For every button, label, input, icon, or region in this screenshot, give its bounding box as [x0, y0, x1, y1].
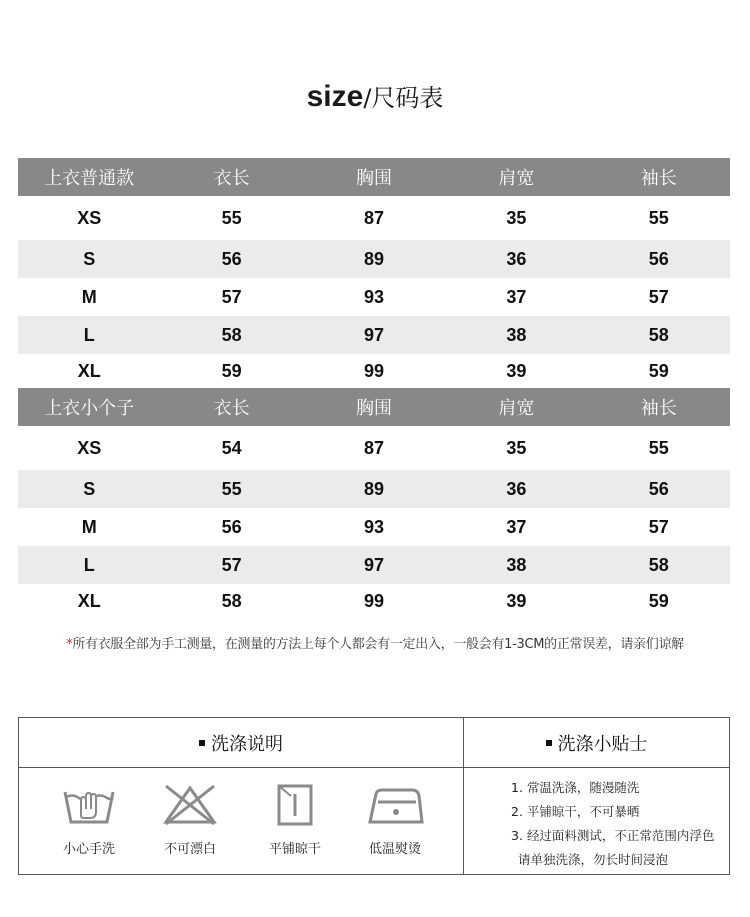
- care-divider-horizontal: [19, 767, 729, 768]
- table-cell: 99: [363, 590, 384, 611]
- care-item-hand-wash: [39, 782, 139, 857]
- table-row: [18, 546, 730, 584]
- table-cell: 36: [506, 248, 527, 269]
- care-left-title: 洗涤说明: [211, 733, 283, 755]
- care-label: 不可漂白: [163, 842, 216, 857]
- table-cell: 93: [363, 286, 384, 307]
- tip-item: 请单独洗涤，勿长时间浸泡: [518, 852, 669, 867]
- tip-item: 1. 常温洗涤，随漫随洗: [511, 780, 640, 795]
- table-cell: S: [83, 478, 96, 499]
- table-cell: 93: [363, 516, 384, 537]
- care-item-dry-flat: [245, 782, 345, 857]
- care-right-title: 洗涤小贴士: [557, 733, 648, 755]
- table-cell: M: [81, 516, 97, 537]
- table-cell: XL: [77, 590, 101, 611]
- table-cell: 59: [648, 360, 669, 381]
- hand-wash-icon: [61, 782, 117, 828]
- title-en: size: [306, 80, 364, 113]
- table-cell: XL: [77, 360, 101, 381]
- table-row: [18, 508, 730, 546]
- title-cn: /尺码表: [363, 84, 444, 112]
- table-cell: 87: [363, 207, 384, 228]
- table-cell: 56: [648, 478, 669, 499]
- table-cell: 57: [221, 286, 242, 307]
- table-cell: 58: [648, 324, 669, 345]
- table-cell: 55: [221, 207, 242, 228]
- table-cell: 87: [363, 437, 384, 458]
- table-header: [18, 158, 730, 196]
- table-cell: L: [83, 554, 95, 575]
- table-cell: 56: [221, 516, 242, 537]
- table-cell: 59: [221, 360, 242, 381]
- header-cell: 胸围: [355, 168, 392, 189]
- header-cell: 上衣小个子: [44, 398, 135, 419]
- table-cell: 97: [363, 554, 384, 575]
- size-table-regular: [18, 158, 730, 388]
- table-cell: 57: [648, 286, 669, 307]
- table-cell: 56: [221, 248, 242, 269]
- table-row: [18, 354, 730, 388]
- table-cell: XS: [77, 207, 102, 228]
- table-cell: 54: [221, 437, 242, 458]
- table-cell: 38: [506, 324, 527, 345]
- header-cell: 肩宽: [498, 168, 535, 189]
- table-header: [18, 388, 730, 426]
- care-instructions-title: [19, 718, 463, 767]
- header-cell: 衣长: [213, 398, 250, 419]
- table-cell: 56: [648, 248, 669, 269]
- table-cell: 58: [221, 324, 242, 345]
- note-star: *: [66, 637, 73, 652]
- table-cell: 97: [363, 324, 384, 345]
- care-label: 小心手洗: [62, 842, 115, 857]
- table-cell: 39: [506, 590, 527, 611]
- measurement-note: [0, 633, 750, 652]
- care-tips-title: [464, 718, 729, 767]
- table-cell: 57: [221, 554, 242, 575]
- size-table-petite: [18, 388, 730, 618]
- header-cell: 衣长: [213, 168, 250, 189]
- table-cell: 89: [363, 248, 384, 269]
- care-item-low-iron: [345, 782, 445, 857]
- table-row: [18, 196, 730, 240]
- tip-item: 3. 经过面料测试，不正常范围内浮色: [511, 828, 715, 843]
- table-cell: 58: [221, 590, 242, 611]
- header-cell: 袖长: [640, 168, 677, 189]
- table-row: [18, 316, 730, 354]
- table-cell: 55: [648, 207, 669, 228]
- table-row: [18, 426, 730, 470]
- table-cell: 38: [506, 554, 527, 575]
- care-panel: [18, 717, 730, 875]
- care-tips-list: [511, 776, 731, 872]
- table-cell: 35: [506, 437, 527, 458]
- table-cell: L: [83, 324, 95, 345]
- table-cell: 39: [506, 360, 527, 381]
- table-row: [18, 240, 730, 278]
- header-cell: 胸围: [355, 398, 392, 419]
- no-bleach-icon: [162, 782, 218, 828]
- table-cell: S: [83, 248, 96, 269]
- table-cell: XS: [77, 437, 102, 458]
- table-cell: 35: [506, 207, 527, 228]
- table-cell: 55: [221, 478, 242, 499]
- bullet-square-icon: [199, 740, 205, 746]
- table-cell: 36: [506, 478, 527, 499]
- tip-item: 2. 平铺晾干，不可暴晒: [511, 804, 640, 819]
- table-cell: M: [81, 286, 97, 307]
- table-cell: 58: [648, 554, 669, 575]
- table-cell: 37: [506, 286, 527, 307]
- table-cell: 55: [648, 437, 669, 458]
- table-row: [18, 584, 730, 618]
- low-iron-icon: [364, 782, 426, 828]
- header-cell: 袖长: [640, 398, 677, 419]
- table-cell: 89: [363, 478, 384, 499]
- page-title: [0, 78, 750, 114]
- bullet-square-icon: [546, 740, 552, 746]
- header-cell: 肩宽: [498, 398, 535, 419]
- table-cell: 37: [506, 516, 527, 537]
- dry-flat-icon: [267, 782, 323, 828]
- care-item-no-bleach: [140, 782, 240, 857]
- note-text: 所有衣服全部为手工测量，在测量的方法上每个人都会有一定出入，一般会有1-3CM的正常误差，请亲们谅解: [72, 637, 684, 652]
- table-row: [18, 470, 730, 508]
- table-row: [18, 278, 730, 316]
- table-cell: 59: [648, 590, 669, 611]
- care-label: 低温熨烫: [368, 842, 421, 857]
- table-cell: 57: [648, 516, 669, 537]
- table-cell: 99: [363, 360, 384, 381]
- care-label: 平铺晾干: [268, 842, 321, 857]
- header-cell: 上衣普通款: [44, 168, 135, 189]
